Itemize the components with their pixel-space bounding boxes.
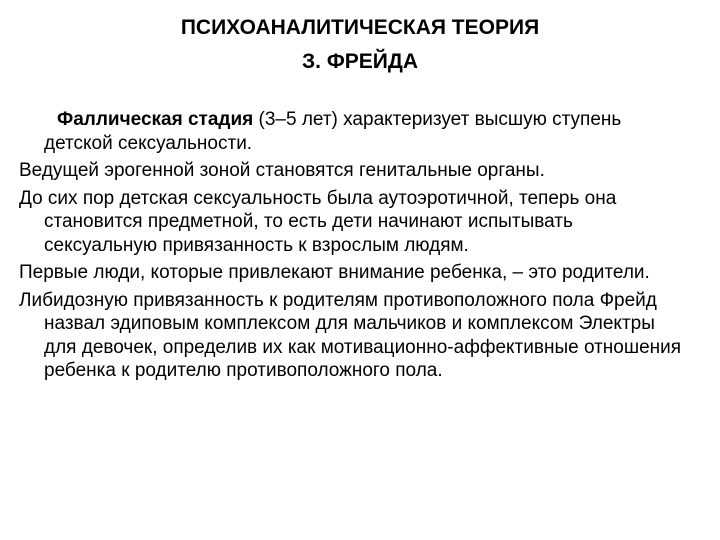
phallic-stage-term: Фаллическая стадия: [57, 109, 254, 130]
paragraph-phallic-stage: [19, 108, 689, 155]
paragraph-erogenous-zone: Ведущей эрогенной зоной становятся генитальные органы.: [19, 160, 545, 181]
paragraph-parents: Первые люди, которые привлекают внимание ребенка, – это родители.: [19, 262, 650, 283]
slide-title: [0, 11, 720, 79]
paragraph-oedipus-complex: Либидозную привязанность к родителям противоположного пола Фрейд назвал эдиповым комплексом для мальчиков и комплексом Электры для девочек, определив их как мотивационно-аффективные отношения ребенка к родителю противоположного пола.: [19, 289, 682, 381]
phallic-stage-description: (3–5 лет) характеризует высшую ступень детской сексуальности.: [44, 109, 622, 154]
paragraph-object-sexuality: До сих пор детская сексуальность была аутоэротичной, теперь она становится предметной, то есть дети начинают испытывать сексуальную привязанность к взрослым людям.: [19, 187, 617, 256]
title-line-1: ПСИХОАНАЛИТИЧЕСКАЯ ТЕОРИЯ: [180, 16, 540, 39]
title-line-2: З. ФРЕЙДА: [302, 50, 418, 73]
slide-body: [19, 108, 689, 387]
